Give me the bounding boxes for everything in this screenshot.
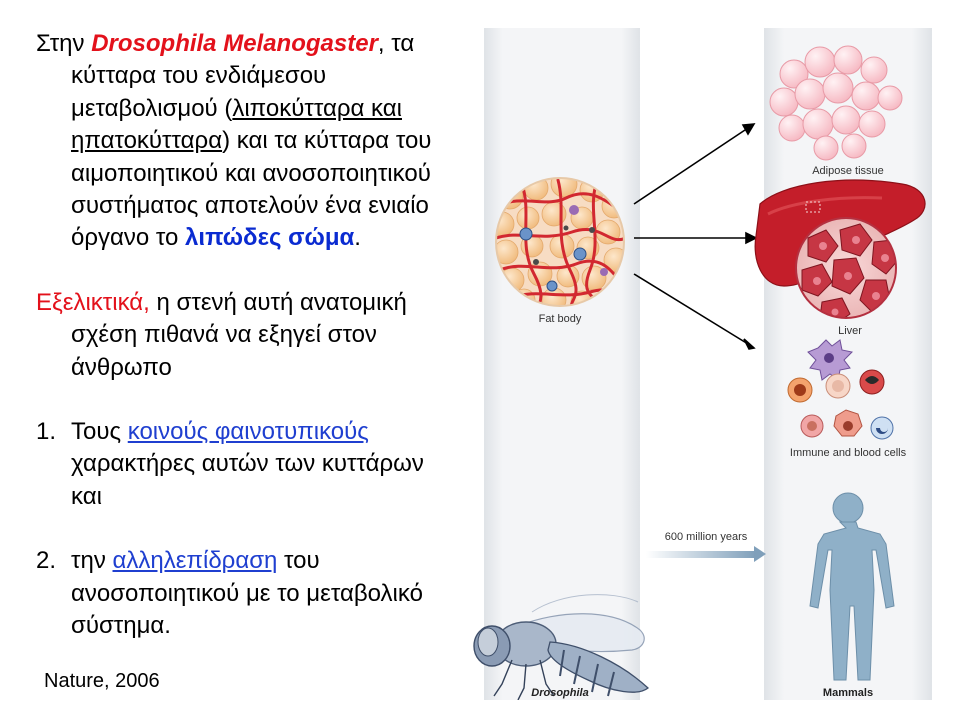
- list-number: 1.: [36, 418, 57, 446]
- evolution-figure: [462, 24, 932, 700]
- paragraph-evolution: [36, 287, 461, 384]
- link-phenotypic[interactable]: κοινούς φαινοτυπικούς: [127, 418, 369, 446]
- text-run: ) και τα κύτταρα του αιμοποιητικού και ανοσοποιητικού συστήματος αποτελούν ένα ενιαίο όργανο το: [71, 127, 432, 252]
- label-mammals: Mammals: [822, 687, 874, 699]
- slide-text: [36, 28, 461, 643]
- organ-name: λιπώδες σώμα: [185, 224, 355, 252]
- text-run: η στενή αυτή ανατομική σχέση πιθανά να εξηγεί στον άνθρωπο: [71, 288, 407, 381]
- text-run: Τους: [71, 418, 128, 446]
- text-run: του ανοσοποιητικού με το μεταβολικό σύστημα.: [71, 547, 423, 640]
- years-arrow: [646, 546, 766, 562]
- spacer: [36, 384, 461, 416]
- underlined-cells: λιποκύτταρα και ηπατοκύτταρα: [71, 94, 402, 155]
- text-run: την: [71, 547, 113, 575]
- list-item-1: [36, 416, 461, 513]
- label-fat-body: Fat body: [538, 313, 582, 325]
- label-adipose: Adipose tissue: [812, 165, 884, 177]
- evolution-keyword: Εξελικτικά,: [36, 288, 150, 316]
- text-run: .: [354, 224, 361, 252]
- list-number: 2.: [36, 547, 57, 575]
- text-run: , τα κύτταρα του ενδιάμεσου μεταβολισμού (: [71, 30, 415, 122]
- label-immune: Immune and blood cells: [789, 447, 907, 459]
- link-interaction[interactable]: αλληλεπίδραση: [112, 547, 278, 575]
- text-run: χαρακτήρες αυτών των κυττάρων και: [71, 450, 424, 510]
- spacer: [36, 513, 461, 545]
- paragraph-fat-body: [36, 28, 461, 255]
- list-item-2: [36, 545, 461, 642]
- label-liver: Liver: [838, 325, 862, 337]
- spacer: [36, 255, 461, 287]
- label-years: 600 million years: [664, 531, 748, 543]
- species-name: Drosophila Melanogaster: [91, 30, 378, 57]
- differentiation-arrows: [634, 124, 756, 349]
- label-drosophila: Drosophila: [531, 687, 589, 699]
- text-run: Στην: [36, 30, 92, 57]
- source-citation: Nature, 2006: [44, 670, 160, 692]
